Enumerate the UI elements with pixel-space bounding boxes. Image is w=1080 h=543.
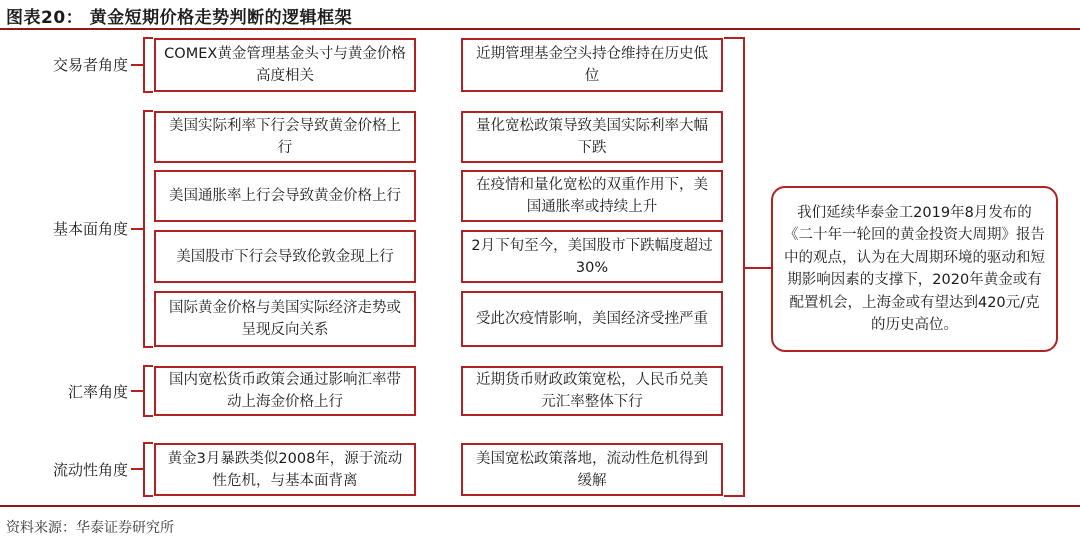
- bracket-fx: [144, 366, 153, 416]
- right-box-qe: 量化宽松政策导致美国实际利率大幅下跌: [461, 111, 723, 163]
- bracket-trader: [144, 38, 153, 92]
- right-box-liquidity: 美国宽松政策落地，流动性危机得到缓解: [461, 443, 723, 496]
- bracket-fundamental: [144, 111, 153, 347]
- category-fundamental: 基本面角度: [52, 220, 128, 238]
- right-box-economy: 受此次疫情影响，美国经济受挫严重: [461, 291, 723, 347]
- bracket-liquidity: [144, 443, 153, 496]
- left-box-liquidity: 黄金3月暴跌类似2008年，源于流动性危机，与基本面背离: [154, 443, 416, 496]
- source-note: 资料来源：华泰证券研究所: [6, 520, 174, 536]
- left-box-real-rate: 美国实际利率下行会导致黄金价格上行: [154, 111, 416, 163]
- left-box-stock: 美国股市下行会导致伦敦金现上行: [154, 230, 416, 283]
- figure-title: 图表20： 黄金短期价格走势判断的逻辑框架: [6, 8, 353, 28]
- left-box-comex: COMEX黄金管理基金头寸与黄金价格高度相关: [154, 38, 416, 92]
- category-liquidity: 流动性角度: [52, 461, 128, 479]
- right-box-stock: 2月下旬至今，美国股市下跌幅度超过30%: [461, 230, 723, 283]
- bracket-right: [724, 38, 744, 496]
- category-fx: 汇率角度: [67, 383, 128, 401]
- left-box-fx: 国内宽松货币政策会通过影响汇率带动上海金价格上行: [154, 366, 416, 416]
- left-box-inflation: 美国通胀率上行会导致黄金价格上行: [154, 170, 416, 222]
- right-box-positions: 近期管理基金空头持仓维持在历史低位: [461, 38, 723, 92]
- left-box-economy: 国际黄金价格与美国实际经济走势或呈现反向关系: [154, 291, 416, 347]
- category-trader: 交易者角度: [52, 56, 128, 74]
- conclusion-box: 我们延续华泰金工2019年8月发布的《二十年一轮回的黄金投资大周期》报告中的观点，认为在大周期环境的驱动和短期影响因素的支撑下，2020年黄金或有配置机会，上海金或有望达到420元/克的历史高位。: [771, 186, 1058, 352]
- right-box-inflation: 在疫情和量化宽松的双重作用下，美国通胀率或持续上升: [461, 170, 723, 222]
- right-box-fx: 近期货币财政政策宽松，人民币兑美元汇率整体下行: [461, 366, 723, 416]
